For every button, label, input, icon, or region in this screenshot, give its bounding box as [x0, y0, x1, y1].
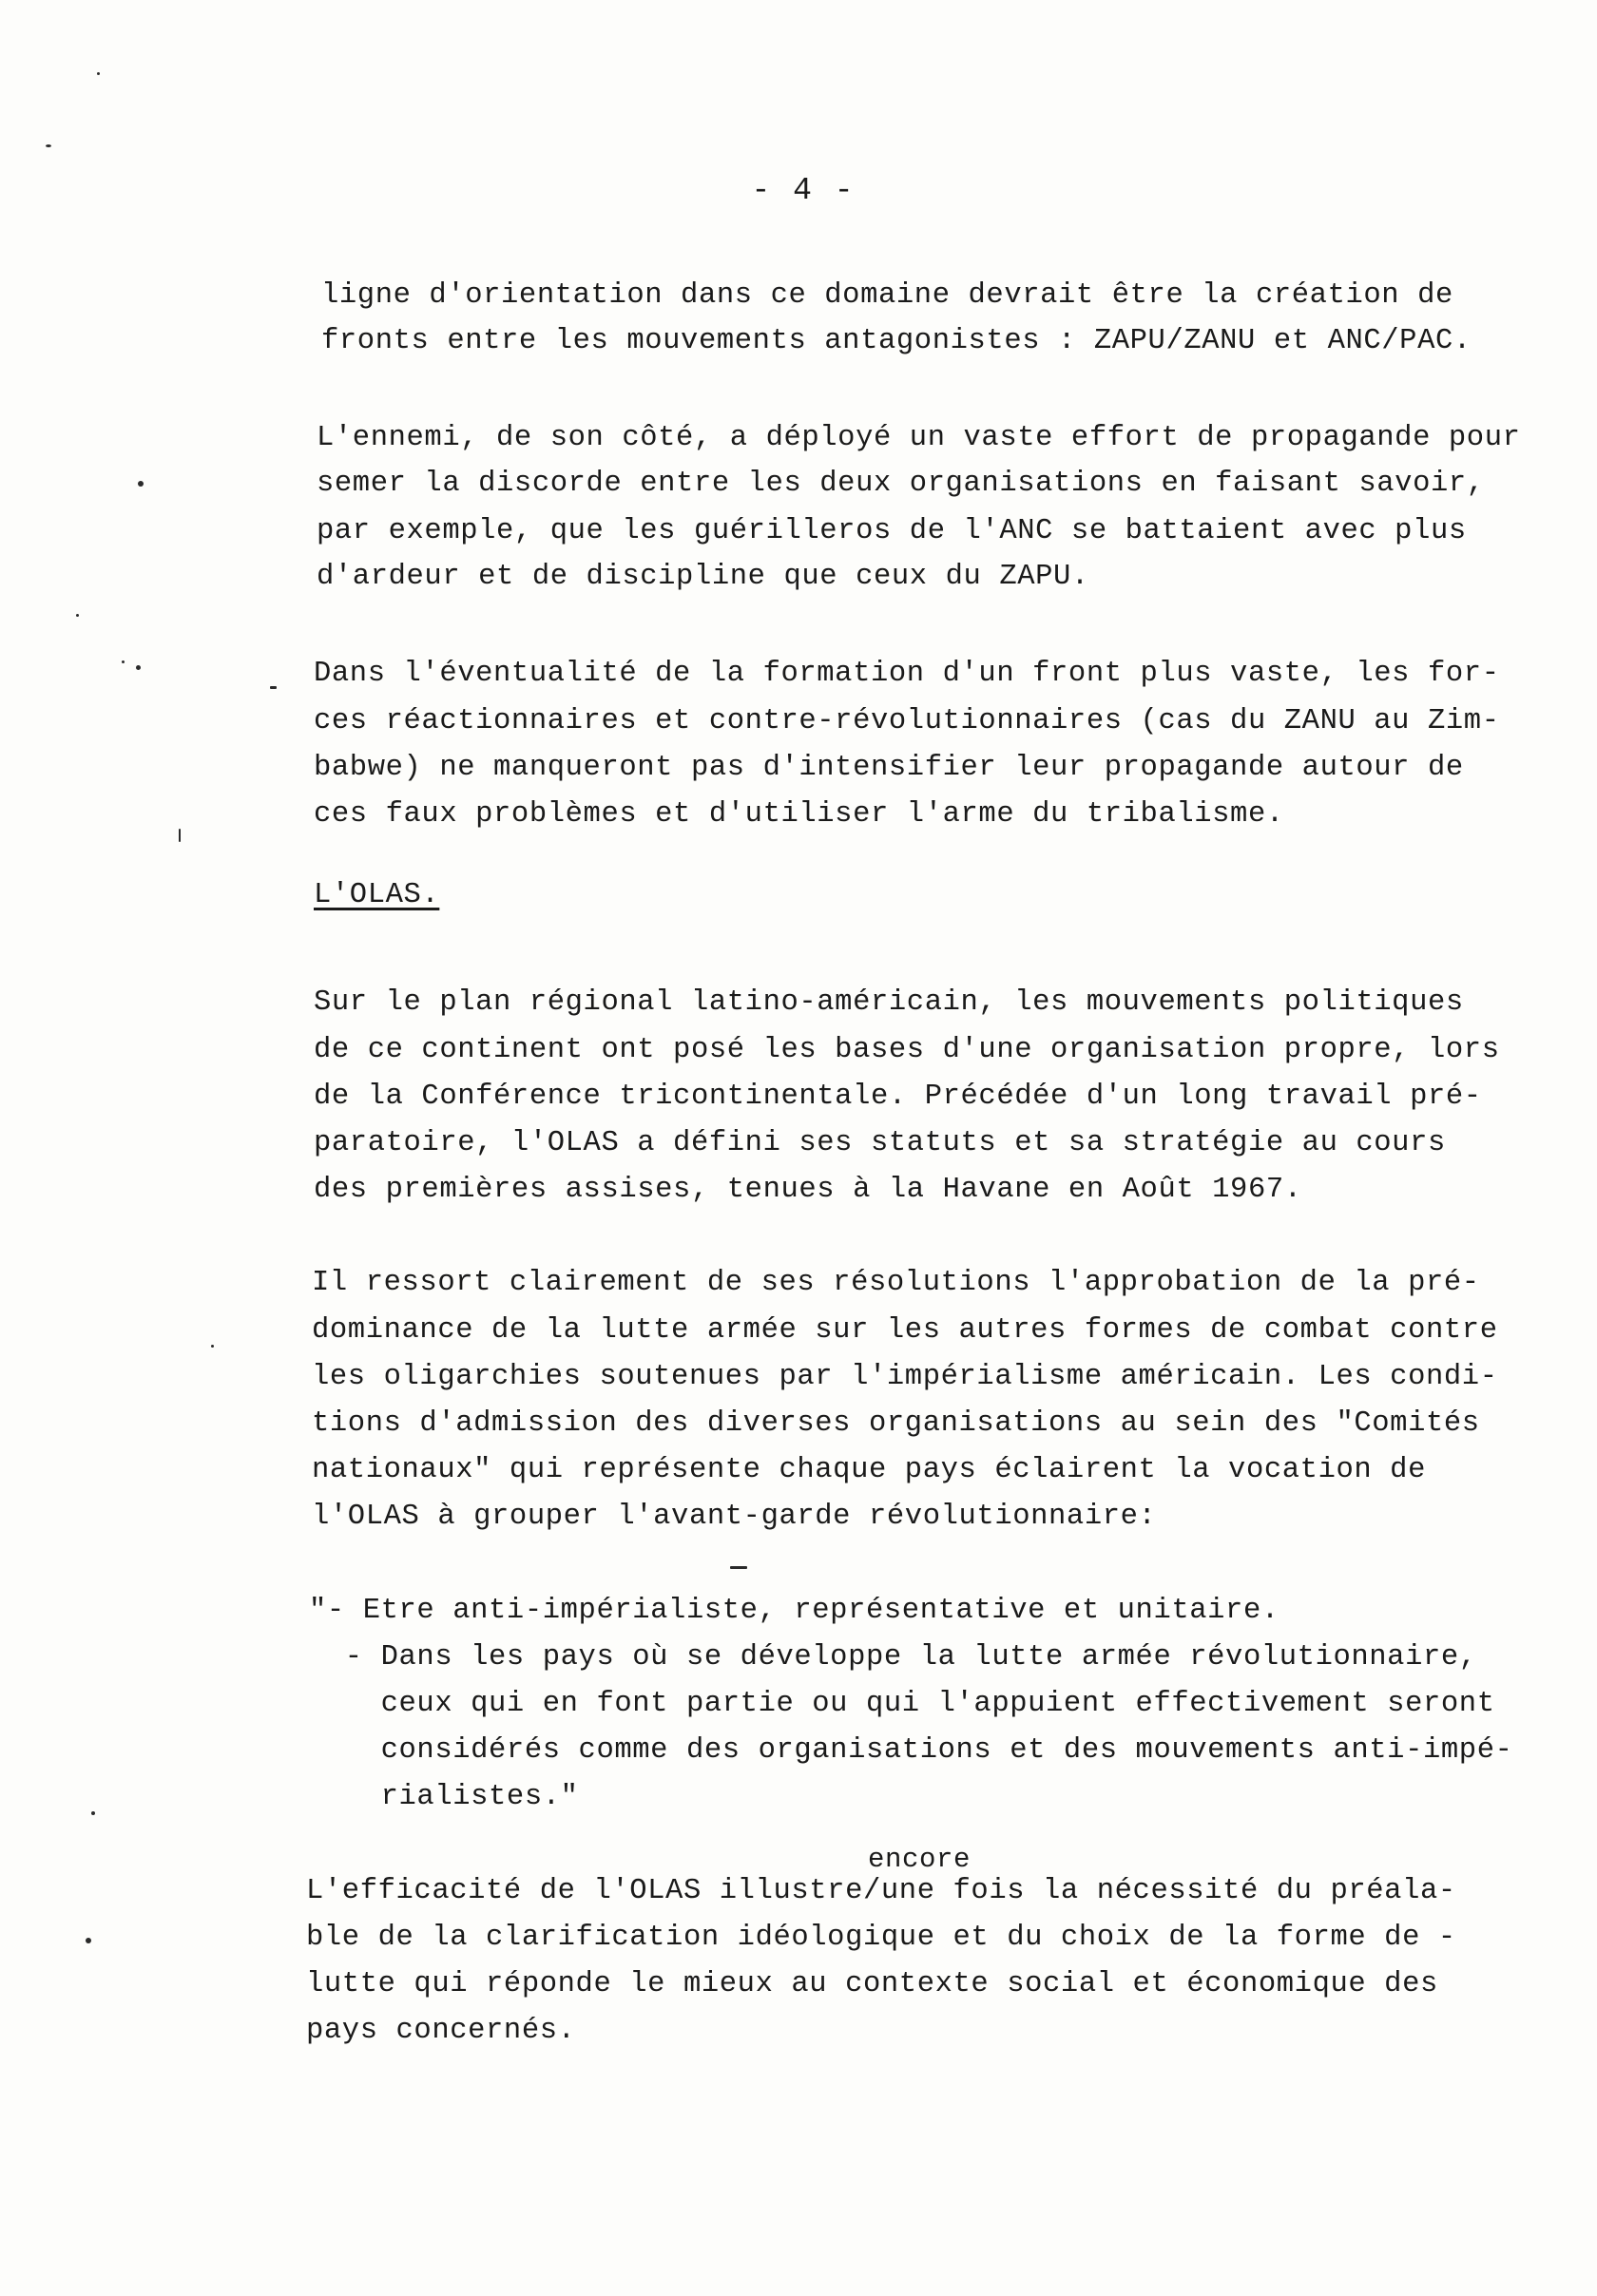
text-line: pays concernés. — [306, 2015, 576, 2047]
text-line: ligne d'orientation dans ce domaine devrait être la création de — [321, 279, 1453, 312]
text-line: tions d'admission des diverses organisations au sein des "Comités — [312, 1407, 1480, 1440]
quote-line: - Dans les pays où se développe la lutte armée révolutionnaire, — [309, 1641, 1477, 1674]
text-line: d'ardeur et de discipline que ceux du ZAPU. — [317, 561, 1089, 593]
text-line: nationaux" qui représente chaque pays éclairent la vocation de — [312, 1454, 1426, 1486]
quote-line: "- Etre anti-impérialiste, représentative et unitaire. — [309, 1595, 1280, 1627]
page-number: - 4 - — [751, 173, 856, 208]
text-line: Il ressort clairement de ses résolutions l'approbation de la pré- — [312, 1267, 1480, 1299]
scan-speck — [211, 1345, 214, 1348]
text-line: des premières assises, tenues à la Havane en Août 1967. — [314, 1174, 1302, 1206]
text-line: de la Conférence tricontinentale. Précédée d'un long travail pré- — [314, 1081, 1482, 1113]
scan-speck — [97, 72, 100, 75]
scan-speck — [76, 614, 79, 617]
text-line: les oligarchies soutenues par l'impérialisme américain. Les condi- — [312, 1361, 1498, 1393]
text-line: Sur le plan régional latino-américain, les mouvements politiques — [314, 986, 1464, 1019]
text-line: semer la discorde entre les deux organisations en faisant savoir, — [317, 468, 1485, 500]
text-line: L'efficacité de l'OLAS illustre/une fois la nécessité du préala- — [306, 1875, 1456, 1907]
scan-speck — [46, 144, 51, 147]
text-line: L'ennemi, de son côté, a déployé un vaste effort de propagande pour — [317, 422, 1521, 454]
text-line: babwe) ne manqueront pas d'intensifier leur propagande autour de — [314, 752, 1464, 784]
scan-speck — [91, 1811, 95, 1815]
scan-speck — [270, 686, 277, 689]
scan-speck — [138, 481, 144, 487]
text-line: paratoire, l'OLAS a défini ses statuts et sa stratégie au cours — [314, 1127, 1446, 1159]
text-line: dominance de la lutte armée sur les autres formes de combat contre — [312, 1314, 1498, 1347]
scan-speck — [86, 1938, 91, 1943]
quote-line: considérés comme des organisations et des mouvements anti-impé- — [309, 1734, 1513, 1767]
section-heading: L'OLAS. — [314, 879, 440, 911]
text-line: ces faux problèmes et d'utiliser l'arme du tribalisme. — [314, 798, 1284, 831]
scan-speck — [179, 829, 181, 842]
text-line: lutte qui réponde le mieux au contexte social et économique des — [306, 1968, 1438, 2000]
text-line: par exemple, que les guérilleros de l'ANC se battaient avec plus — [317, 515, 1467, 547]
text-line: Dans l'éventualité de la formation d'un front plus vaste, les for- — [314, 658, 1500, 690]
quote-line: rialistes." — [309, 1781, 579, 1813]
quote-line: ceux qui en font partie ou qui l'appuient effectivement seront — [309, 1688, 1495, 1720]
scan-speck — [122, 660, 125, 663]
handwritten-insert: encore — [868, 1844, 972, 1875]
text-line: de ce continent ont posé les bases d'une organisation propre, lors — [314, 1034, 1500, 1066]
text-line: fronts entre les mouvements antagonistes : ZAPU/ZANU et ANC/PAC. — [321, 325, 1472, 357]
text-line: ble de la clarification idéologique et du choix de la forme de - — [306, 1922, 1456, 1954]
scan-speck — [730, 1566, 747, 1569]
text-line: ces réactionnaires et contre-révolutionnaires (cas du ZANU au Zim- — [314, 705, 1500, 737]
text-line: l'OLAS à grouper l'avant-garde révolutionnaire: — [312, 1501, 1157, 1533]
scan-speck — [136, 665, 141, 670]
